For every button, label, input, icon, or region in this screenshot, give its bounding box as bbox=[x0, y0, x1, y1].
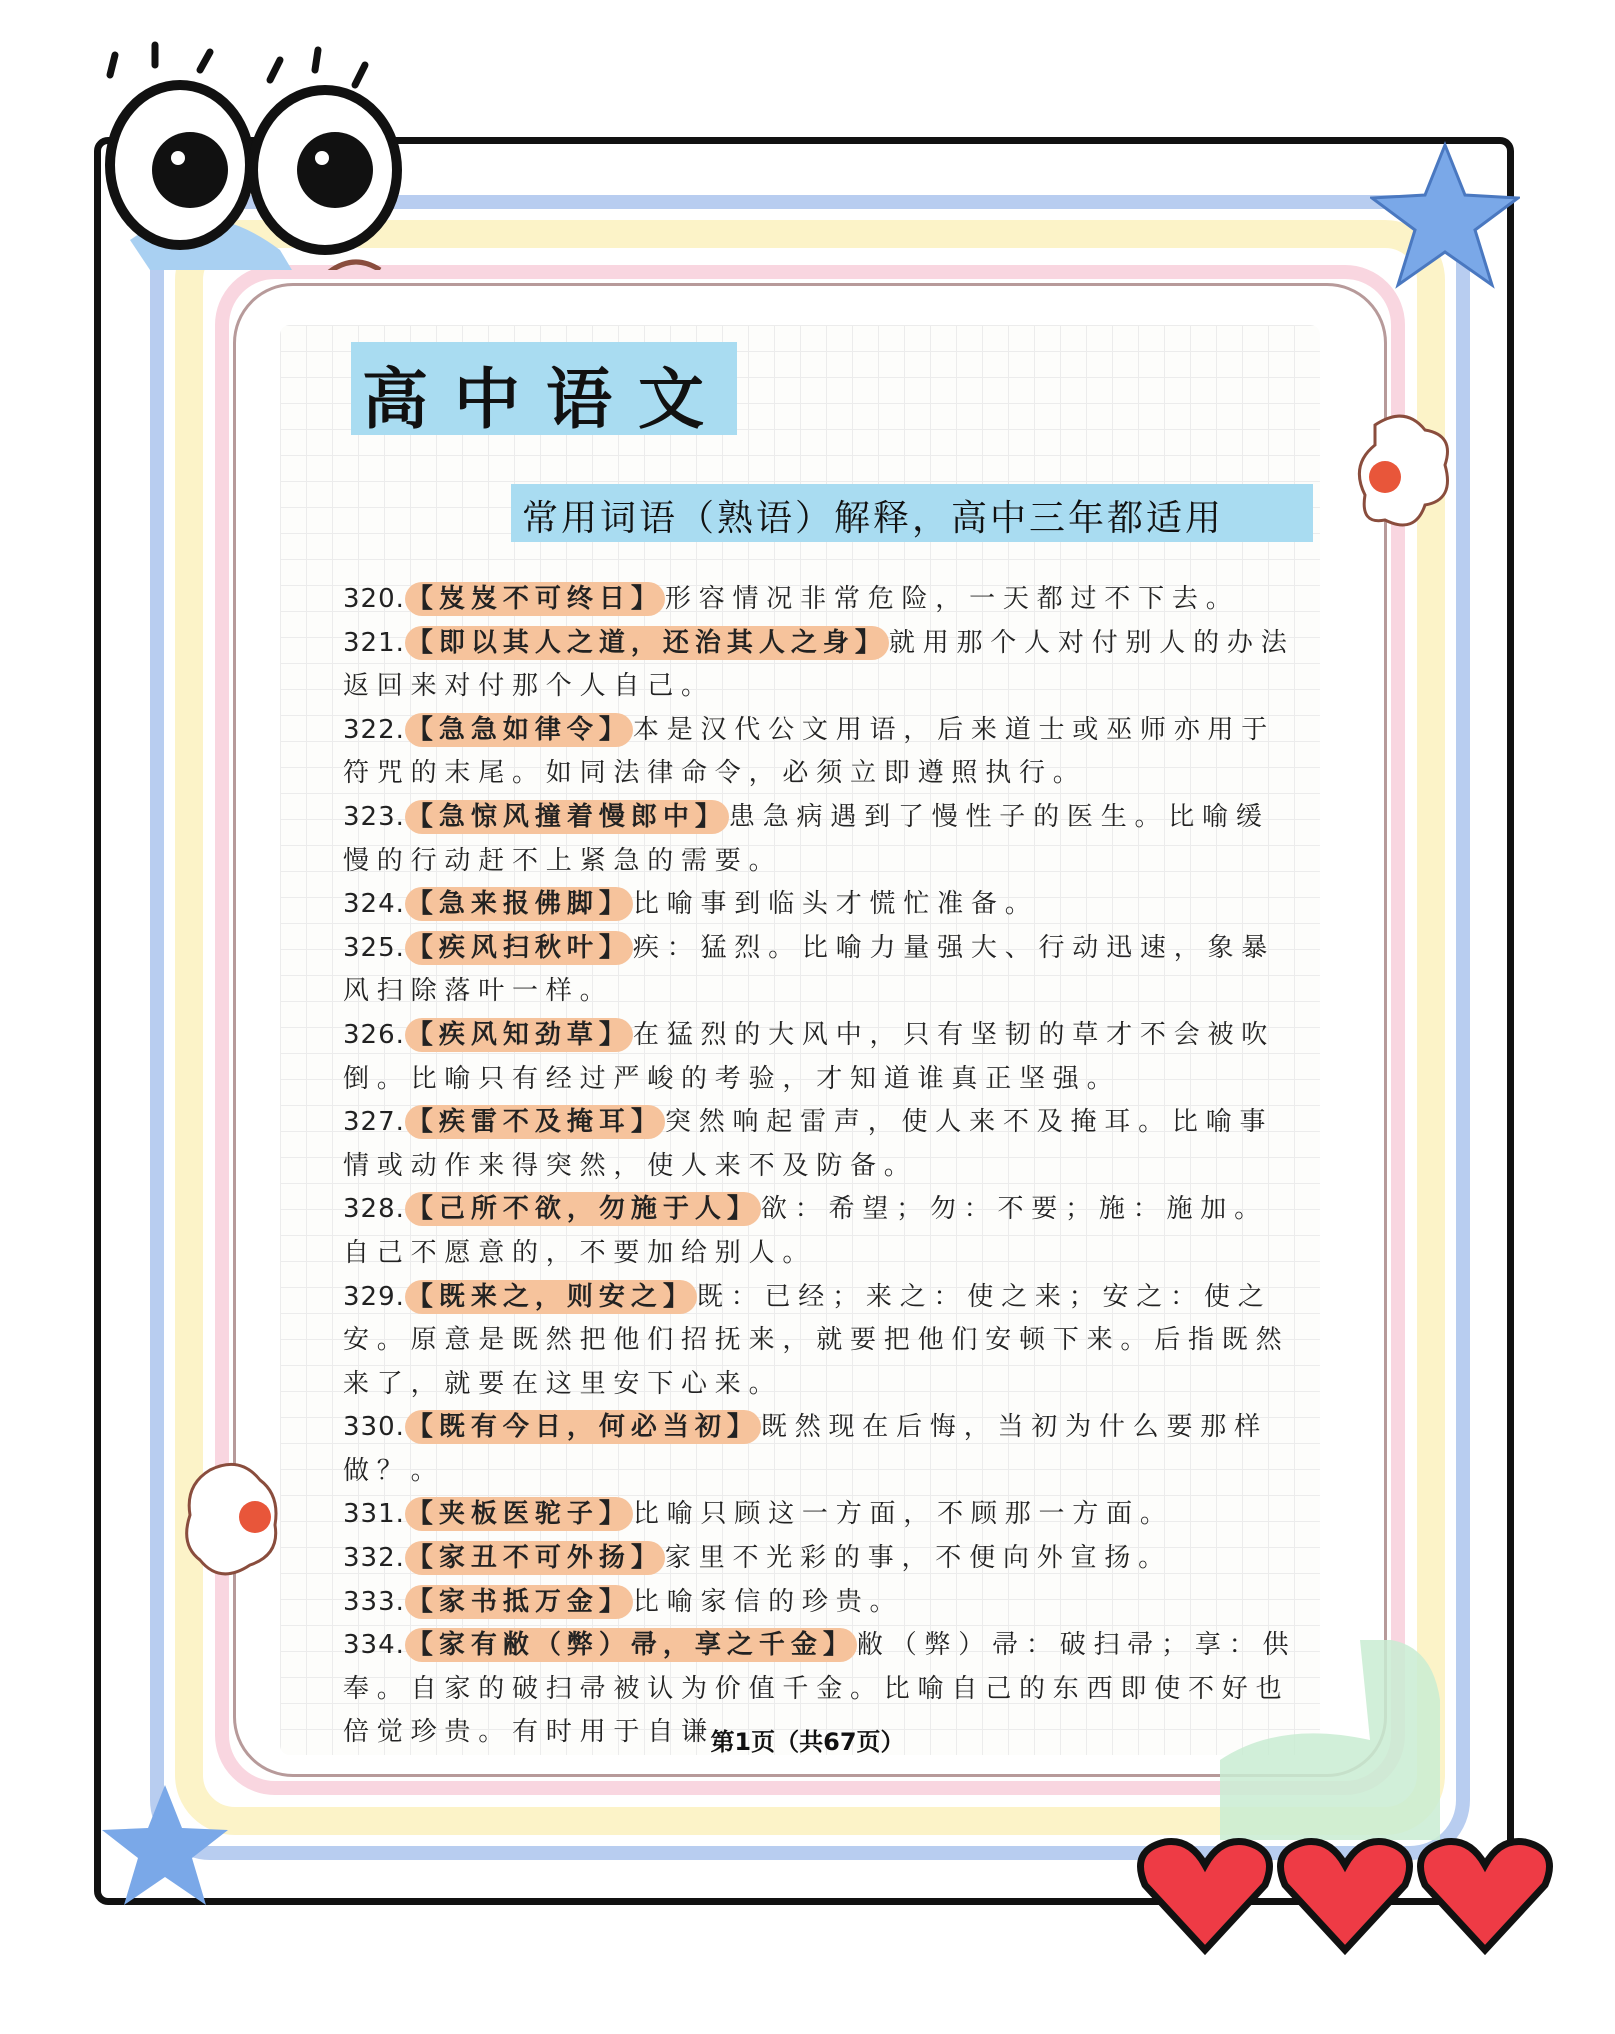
idiom-definition: 形容情况非常危险，一天都过不下去。 bbox=[664, 584, 1240, 614]
idiom-definition: 比喻家信的珍贵。 bbox=[632, 1586, 904, 1617]
list-item bbox=[343, 796, 1298, 883]
idiom-definition: 欲：希望；勿：不要；施：施加。自己不愿意的，不要加给别人。 bbox=[343, 1194, 1268, 1268]
entry-number: 332. bbox=[343, 1543, 405, 1574]
idiom-term: 【岌岌不可终日】 bbox=[406, 584, 663, 614]
entry-number: 334. bbox=[343, 1630, 405, 1661]
idiom-definition: 既：已经；来之：使之来；安之：使之安。原意是既然把他们招抚来，就要把他们安顿下来。后指既然来了，就要在这里安下心来。 bbox=[343, 1281, 1290, 1399]
list-item bbox=[343, 1014, 1298, 1101]
idiom-list bbox=[343, 578, 1298, 1755]
list-item bbox=[343, 1581, 1298, 1625]
idiom-definition: 家里不光彩的事，不便向外宣扬。 bbox=[664, 1543, 1172, 1574]
idiom-term: 【夹板医驼子】 bbox=[406, 1499, 631, 1530]
idiom-definition: 患急病遇到了慢性子的医生。比喻缓慢的行动赶不上紧急的需要。 bbox=[343, 801, 1270, 876]
page-subtitle: 常用词语（熟语）解释，高中三年都适用 bbox=[522, 498, 1225, 539]
page-indicator: 第1页（共67页） bbox=[710, 1728, 905, 1756]
googly-eyes-icon bbox=[50, 40, 410, 270]
entry-number: 324. bbox=[343, 889, 405, 920]
list-item bbox=[343, 1406, 1298, 1493]
entry-number: 329. bbox=[343, 1281, 405, 1312]
idiom-term: 【急来报佛脚】 bbox=[406, 889, 631, 920]
idiom-term: 【急惊风撞着慢郎中】 bbox=[406, 801, 727, 832]
idiom-term: 【己所不欲，勿施于人】 bbox=[406, 1194, 759, 1225]
idiom-term: 【即以其人之道，还治其人之身】 bbox=[406, 627, 887, 658]
flower-icon bbox=[1355, 405, 1455, 545]
entry-number: 327. bbox=[343, 1107, 405, 1138]
entry-number: 331. bbox=[343, 1499, 405, 1530]
idiom-definition: 比喻事到临头才慌忙准备。 bbox=[632, 889, 1039, 920]
list-item bbox=[343, 578, 1298, 622]
list-item bbox=[343, 709, 1298, 796]
entry-number: 322. bbox=[343, 714, 405, 745]
idiom-term: 【家丑不可外扬】 bbox=[406, 1543, 663, 1574]
idiom-term: 【疾雷不及掩耳】 bbox=[406, 1107, 663, 1138]
entry-number: 320. bbox=[343, 584, 405, 614]
idiom-term: 【家有敝（弊）帚，享之千金】 bbox=[406, 1630, 855, 1661]
idiom-term: 【既有今日，何必当初】 bbox=[406, 1412, 759, 1443]
idiom-definition: 敝（弊）帚：破扫帚；享：供奉。自家的破扫帚被认为价值千金。比喻自己的东西即使不好也倍觉珍贵。有时用于自谦。 bbox=[343, 1630, 1297, 1748]
entry-number: 323. bbox=[343, 801, 405, 832]
idiom-definition: 比喻只顾这一方面，不顾那一方面。 bbox=[632, 1499, 1174, 1530]
star-icon bbox=[100, 1780, 230, 1910]
list-item bbox=[343, 927, 1298, 1014]
hearts-icon bbox=[1130, 1830, 1560, 1960]
star-icon bbox=[1370, 140, 1520, 290]
page-title: 高中语文 bbox=[362, 360, 730, 438]
idiom-definition: 既然现在后悔，当初为什么要那样做？。 bbox=[343, 1412, 1268, 1486]
idiom-definition: 疾：猛烈。比喻力量强大、行动迅速，象暴风扫除落叶一样。 bbox=[343, 932, 1276, 1007]
idiom-term: 【急急如律令】 bbox=[406, 714, 631, 745]
entry-number: 326. bbox=[343, 1019, 405, 1050]
idiom-definition: 本是汉代公文用语，后来道士或巫师亦用于符咒的末尾。如同法律命令，必须立即遵照执行。 bbox=[343, 714, 1276, 789]
idiom-definition: 突然响起雷声，使人来不及掩耳。比喻事情或动作来得突然，使人来不及防备。 bbox=[343, 1107, 1274, 1181]
entry-number: 330. bbox=[343, 1412, 405, 1443]
entry-number: 325. bbox=[343, 932, 405, 963]
entry-number: 328. bbox=[343, 1194, 405, 1225]
idiom-term: 【疾风知劲草】 bbox=[406, 1019, 631, 1050]
list-item bbox=[343, 1537, 1298, 1581]
idiom-definition: 在猛烈的大风中，只有坚韧的草才不会被吹倒。比喻只有经过严峻的考验，才知道谁真正坚强。 bbox=[343, 1019, 1276, 1094]
idiom-term: 【疾风扫秋叶】 bbox=[406, 932, 631, 963]
list-item bbox=[343, 1188, 1298, 1275]
flower-icon bbox=[180, 1455, 280, 1595]
list-item bbox=[343, 1101, 1298, 1188]
entry-number: 321. bbox=[343, 627, 405, 658]
list-item bbox=[343, 883, 1298, 927]
idiom-definition: 就用那个人对付别人的办法返回来对付那个人自己。 bbox=[343, 627, 1295, 702]
list-item bbox=[343, 622, 1298, 709]
list-item bbox=[343, 1276, 1298, 1407]
entry-number: 333. bbox=[343, 1586, 405, 1617]
idiom-term: 【既来之，则安之】 bbox=[406, 1281, 695, 1312]
idiom-term: 【家书抵万金】 bbox=[406, 1586, 631, 1617]
list-item bbox=[343, 1493, 1298, 1537]
